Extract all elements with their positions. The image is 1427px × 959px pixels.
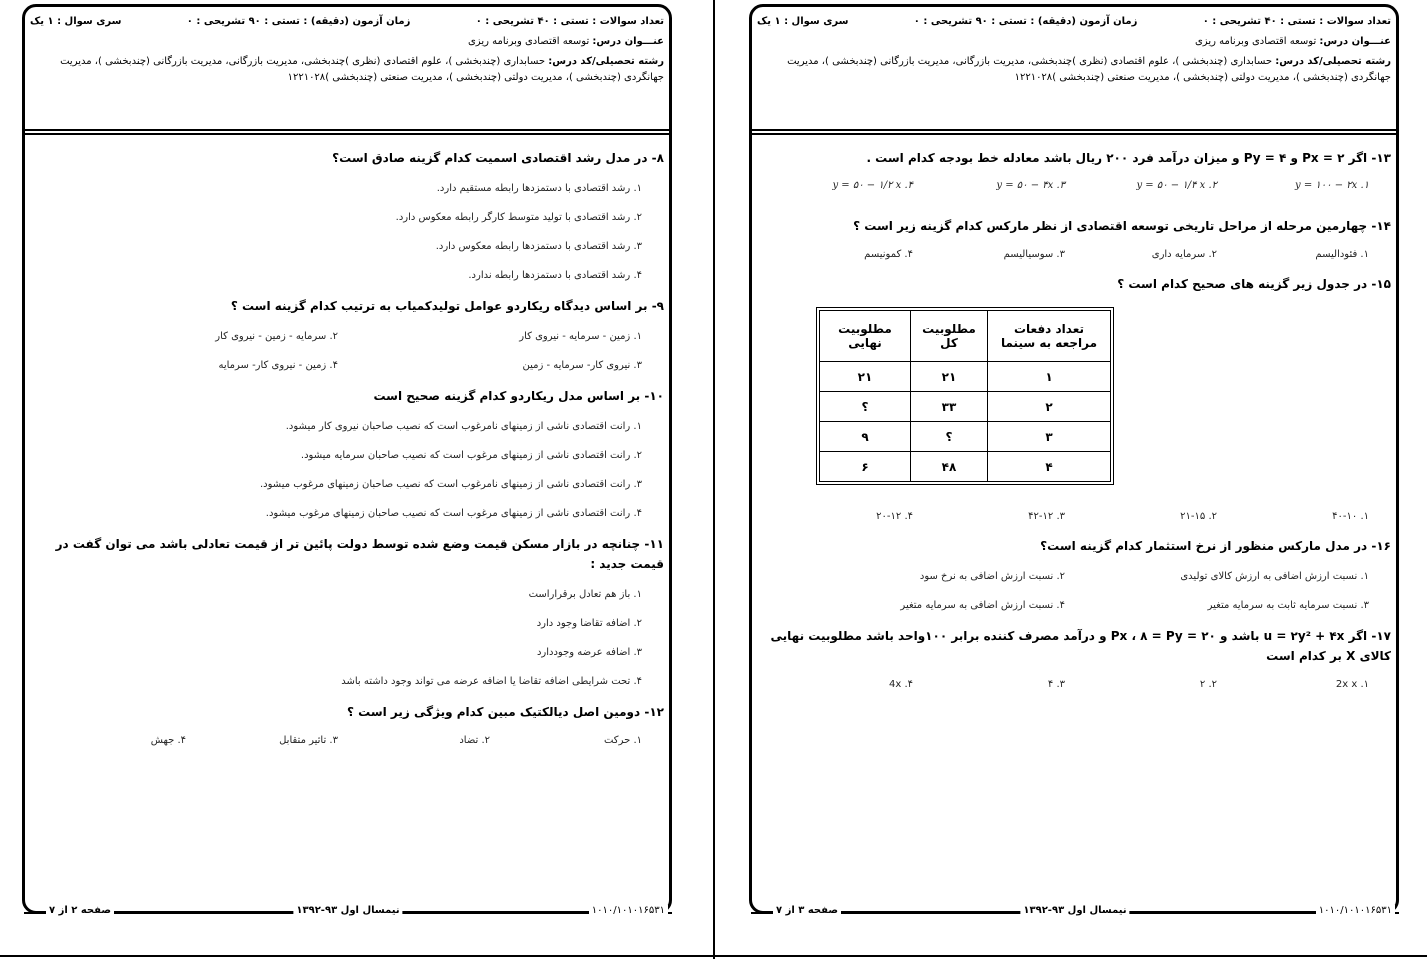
option: ۲. رانت اقتصادی ناشی از زمینهای مرغوب است که نصیب صاحبان سرمایه میشود. [300,450,642,461]
question-10: ۱۰- بر اساس مدل ریکاردو کدام گزینه صحیح است [373,389,664,403]
course-title-label: عنـــوان درس: [592,36,664,47]
option: ۳. اضافه عرضه وجوددارد [536,647,642,658]
option: ۲. y = ۵۰ − ۱/۴ x [1136,180,1217,191]
questions [761,148,1391,698]
exam-page-3 [727,0,1427,959]
option: ۲. ۲۱-۱۵ [1180,511,1217,522]
exam-term: نیمسال اول ۹۳-۱۳۹۲ [1020,905,1129,916]
major-label: رشته تحصیلی/کد درس: [1275,56,1391,67]
option: ۱. رانت اقتصادی ناشی از زمینهای نامرغوب است که نصیب صاحبان نیروی کار میشود. [285,421,642,432]
option: ۱. 2x x [1335,679,1369,690]
exam-header [30,14,664,86]
option: ۳. نسبت سرمایه ثابت به سرمایه متغیر [1207,600,1369,611]
exam-time: زمان آزمون (دقیقه) : تستی : ۹۰ تشریحی : ۰ [186,16,411,27]
question-count: تعداد سوالات : تستی : ۴۰ تشریحی : ۰ [1202,16,1391,27]
option: ۱. رشد اقتصادی با دستمزدها رابطه مستقیم دارد. [436,183,642,194]
option: ۳. نیروی کار- سرمایه - زمین [522,360,642,371]
exam-page-2 [0,0,700,959]
page-number: صفحه ۲ از ۷ [46,905,114,916]
option: ۱. حرکت [603,735,642,746]
option: ۲. تضاد [459,735,490,746]
exam-time: زمان آزمون (دقیقه) : تستی : ۹۰ تشریحی : ۰ [913,16,1138,27]
table-header: مطلوبیت نهایی [820,311,911,362]
major-label: رشته تحصیلی/کد درس: [548,56,664,67]
utility-table [819,310,1111,482]
major-list: حسابداری (چندبخشی )، علوم اقتصادی (نظری )چندبخشی، مدیریت بازرگانی، مدیریت بازرگانی (چندبخشی )، مدیریت جهانگردی (چندبخشی )، مدیریت دولتی (چندبخشی )، مدیریت صنعتی (چندبخشی )۱۲۲۱۰۲۸ [787,56,1391,83]
page-divider [713,0,715,959]
option: ۱. y = ۱۰۰ − ۲x [1295,180,1369,191]
option: ۴. 4x [888,679,913,690]
major-list: حسابداری (چندبخشی )، علوم اقتصادی (نظری )چندبخشی، مدیریت بازرگانی، مدیریت بازرگانی (چندبخشی )، مدیریت جهانگردی (چندبخشی )، مدیریت دولتی (چندبخشی )، مدیریت صنعتی (چندبخشی )۱۲۲۱۰۲۸ [60,56,664,83]
option: ۳. رشد اقتصادی با دستمزدها رابطه معکوس دارد. [435,241,642,252]
question-16: ۱۶- در مدل مارکس منظور از نرخ استثمار کدام گزینه است؟ [1040,539,1391,553]
option: ۲. سرمایه داری [1151,249,1217,260]
question-17: ۱۷- اگر u = ۲y² + ۴x باشد و ۲۰ = Px ، ۸ = Py و درآمد مصرف کننده برابر ۱۰۰واحد باشد مطلوبیت نهایی کالای X بر کدام است [770,629,1391,663]
table-row: ۳ ؟ ۹ [820,422,1111,452]
option: ۴. زمین - نیروی کار- سرمایه [218,360,338,371]
option: ۴. تحت شرایطی اضافه تقاضا یا اضافه عرضه می تواند وجود داشته باشد [341,676,642,687]
question-count: تعداد سوالات : تستی : ۴۰ تشریحی : ۰ [475,16,664,27]
question-15: ۱۵- در جدول زیر گزینه های صحیح کدام است ؟ [1117,277,1391,291]
option: ۳. y = ۵۰ − ۴x [996,180,1065,191]
question-series: سری سوال : ۱ یک [757,16,849,27]
question-series: سری سوال : ۱ یک [30,16,122,27]
table-row: ۴ ۴۸ ۶ [820,452,1111,482]
option: ۴. y = ۵۰ − ۱/۲ x [832,180,913,191]
question-11: ۱۱- چنانچه در بازار مسکن قیمت وضع شده توسط دولت پائین تر از قیمت تعادلی باشد می توان گفت در قیمت جدید : [55,537,664,571]
course-title: توسعه اقتصادی وبرنامه ریزی [467,36,590,47]
page-number: صفحه ۳ از ۷ [773,905,841,916]
option: ۳. تاثیر متقابل [279,735,338,746]
option: ۱. باز هم تعادل برقراراست [528,589,642,600]
option: ۴. ۲۰-۱۲ [876,511,913,522]
question-8: ۸- در مدل رشد اقتصادی اسمیت کدام گزینه صادق است؟ [332,151,664,165]
option: ۱. زمین - سرمایه - نیروی کار [519,331,642,342]
question-12: ۱۲- دومین اصل دیالکتیک مبین کدام ویژگی زیر است ؟ [347,705,664,719]
page-footer [24,905,672,921]
exam-code: ۱۰۱۰/۱۰۱۰۱۶۵۳۱ [589,905,668,916]
header-separator [25,129,670,135]
question-13: ۱۳- اگر ۲ = Px و ۴ = Py و میزان درآمد فرد ۲۰۰ ریال باشد معادله خط بودجه کدام است . [866,151,1391,165]
option: ۴. جهش [150,735,186,746]
table-row: ۲ ۳۳ ؟ [820,392,1111,422]
option: ۱. ۴۰-۱۰ [1332,511,1369,522]
option: ۳. ۴۲-۱۲ [1028,511,1065,522]
course-title-label: عنـــوان درس: [1319,36,1391,47]
option: ۱. فئودالیسم [1315,249,1369,260]
questions [34,148,664,754]
option: ۳. رانت اقتصادی ناشی از زمینهای نامرغوب است که نصیب صاحبان زمینهای مرغوب میشود. [259,479,642,490]
option: ۳. ۴ [1047,679,1065,690]
table-header: مطلوبیت کل [911,311,988,362]
table-header: تعداد دفعات مراجعه به سینما [988,311,1111,362]
course-title: توسعه اقتصادی وبرنامه ریزی [1194,36,1317,47]
question-9: ۹- بر اساس دیدگاه ریکاردو عوامل تولیدکمیاب به ترتیب کدام گزینه است ؟ [230,299,664,313]
option: ۲. ۲ [1199,679,1217,690]
page-footer [751,905,1399,921]
option: ۲. نسبت ارزش اضافی به نرخ سود [919,571,1065,582]
exam-term: نیمسال اول ۹۳-۱۳۹۲ [293,905,402,916]
option: ۴. کمونیسم [864,249,913,260]
option: ۲. سرمایه - زمین - نیروی کار [215,331,338,342]
question-14: ۱۴- چهارمین مرحله از مراحل تاریخی توسعه اقتصادی از نظر مارکس کدام گزینه زیر است ؟ [853,219,1391,233]
header-separator [752,129,1397,135]
option: ۴. نسبت ارزش اضافی به سرمایه متغیر [900,600,1065,611]
option: ۴. رانت اقتصادی ناشی از زمینهای مرغوب است که نصیب صاحبان زمینهای مرغوب میشود. [265,508,642,519]
option: ۲. رشد اقتصادی با تولید متوسط کارگر رابطه معکوس دارد. [395,212,642,223]
option: ۱. نسبت ارزش اضافی به ارزش کالای تولیدی [1180,571,1369,582]
exam-header [757,14,1391,86]
option: ۳. سوسیالیسم [1003,249,1065,260]
option: ۲. اضافه تقاضا وجود دارد [536,618,642,629]
option: ۴. رشد اقتصادی با دستمزدها رابطه ندارد. [468,270,642,281]
table-row: ۱ ۲۱ ۲۱ [820,362,1111,392]
exam-code: ۱۰۱۰/۱۰۱۰۱۶۵۳۱ [1316,905,1395,916]
